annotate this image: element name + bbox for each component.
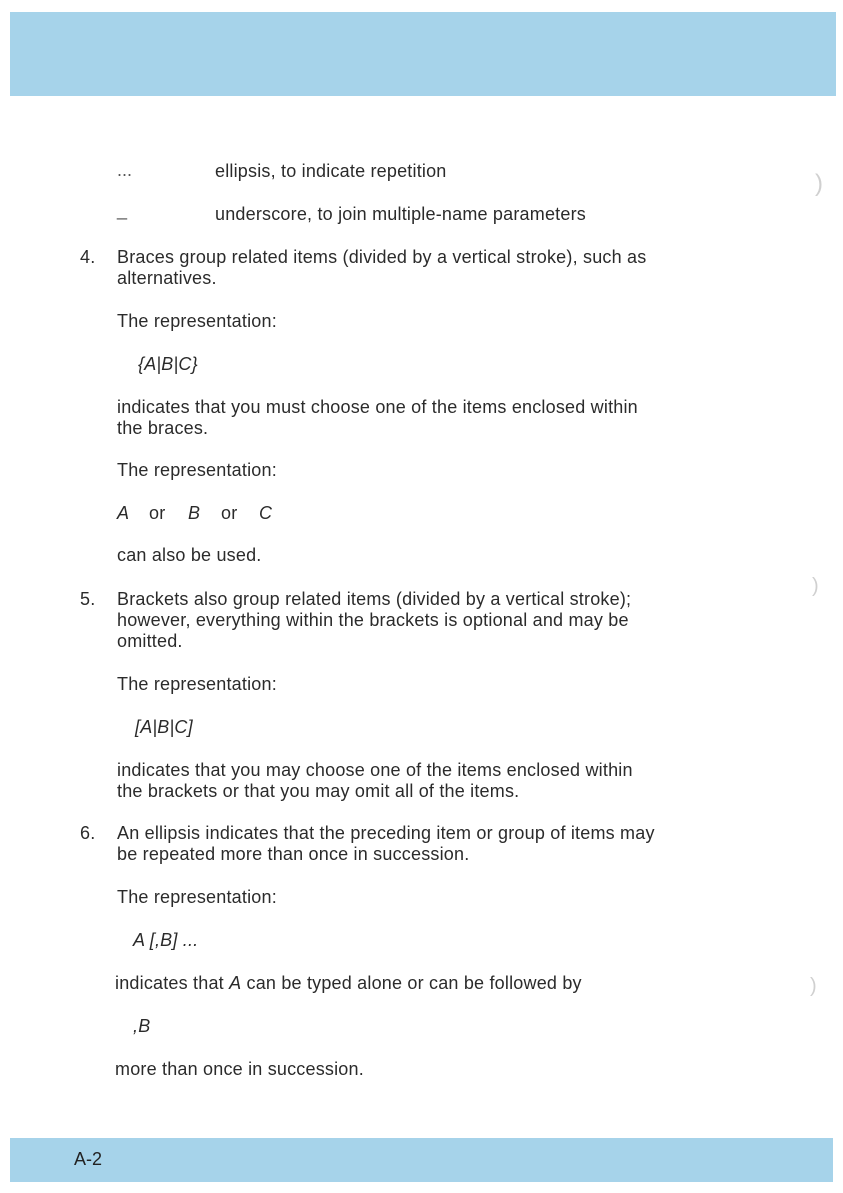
item-4-representation-label: The representation: (117, 311, 277, 331)
ellipsis-description: ellipsis, to indicate repetition (215, 161, 447, 181)
item-4-also: can also be used. (117, 545, 262, 565)
item-4-number: 4. (80, 247, 96, 267)
scan-mark: ) (812, 575, 819, 597)
item-6-desc (115, 973, 582, 994)
ellipsis-symbol: ... (117, 160, 133, 180)
scan-mark: ) (810, 975, 817, 997)
item-6-number: 6. (80, 823, 96, 843)
item-5-representation-label: The representation: (117, 674, 277, 694)
alt-a: A (117, 503, 130, 523)
item-6-line2: be repeated more than once in succession. (117, 844, 470, 864)
item-6-desc-post: can be typed alone or can be followed by (241, 973, 582, 993)
item-4-desc1: indicates that you must choose one of the items enclosed within (117, 397, 638, 417)
item-6-example: A [,B] ... (133, 930, 199, 950)
underscore-description: underscore, to join multiple-name parameters (215, 204, 586, 224)
alt-c: C (259, 503, 273, 523)
item-4-desc2: the braces. (117, 418, 209, 438)
alt-or-1: or (149, 503, 166, 523)
footer-band (10, 1138, 833, 1182)
item-6-desc-pre: indicates that (115, 973, 230, 993)
page-number: A-2 (74, 1149, 103, 1169)
item-6-desc-var: A (229, 973, 242, 993)
item-5-line2: however, everything within the brackets is optional and may be (117, 610, 629, 630)
item-5-line1: Brackets also group related items (divided by a vertical stroke); (117, 589, 632, 609)
underscore-symbol: _ (117, 200, 128, 220)
item-6-representation-label: The representation: (117, 887, 277, 907)
item-4-line1: Braces group related items (divided by a vertical stroke), such as (117, 247, 647, 267)
header-band (10, 12, 836, 96)
item-6-line1: An ellipsis indicates that the preceding item or group of items may (117, 823, 655, 843)
alt-b: B (188, 503, 201, 523)
item-4-example: {A|B|C} (138, 354, 198, 374)
item-4-line2: alternatives. (117, 268, 217, 288)
item-5-example: [A|B|C] (135, 717, 193, 737)
item-6-example-2: ,B (133, 1016, 151, 1036)
item-5-line3: omitted. (117, 631, 183, 651)
item-5-desc1: indicates that you may choose one of the items enclosed within (117, 760, 633, 780)
item-4-representation-label-2: The representation: (117, 460, 277, 480)
item-6-desc-end: more than once in succession. (115, 1059, 364, 1079)
scan-mark: ) (815, 170, 823, 197)
item-5-desc2: the brackets or that you may omit all of the items. (117, 781, 520, 801)
alt-or-2: or (221, 503, 238, 523)
item-5-number: 5. (80, 589, 96, 609)
